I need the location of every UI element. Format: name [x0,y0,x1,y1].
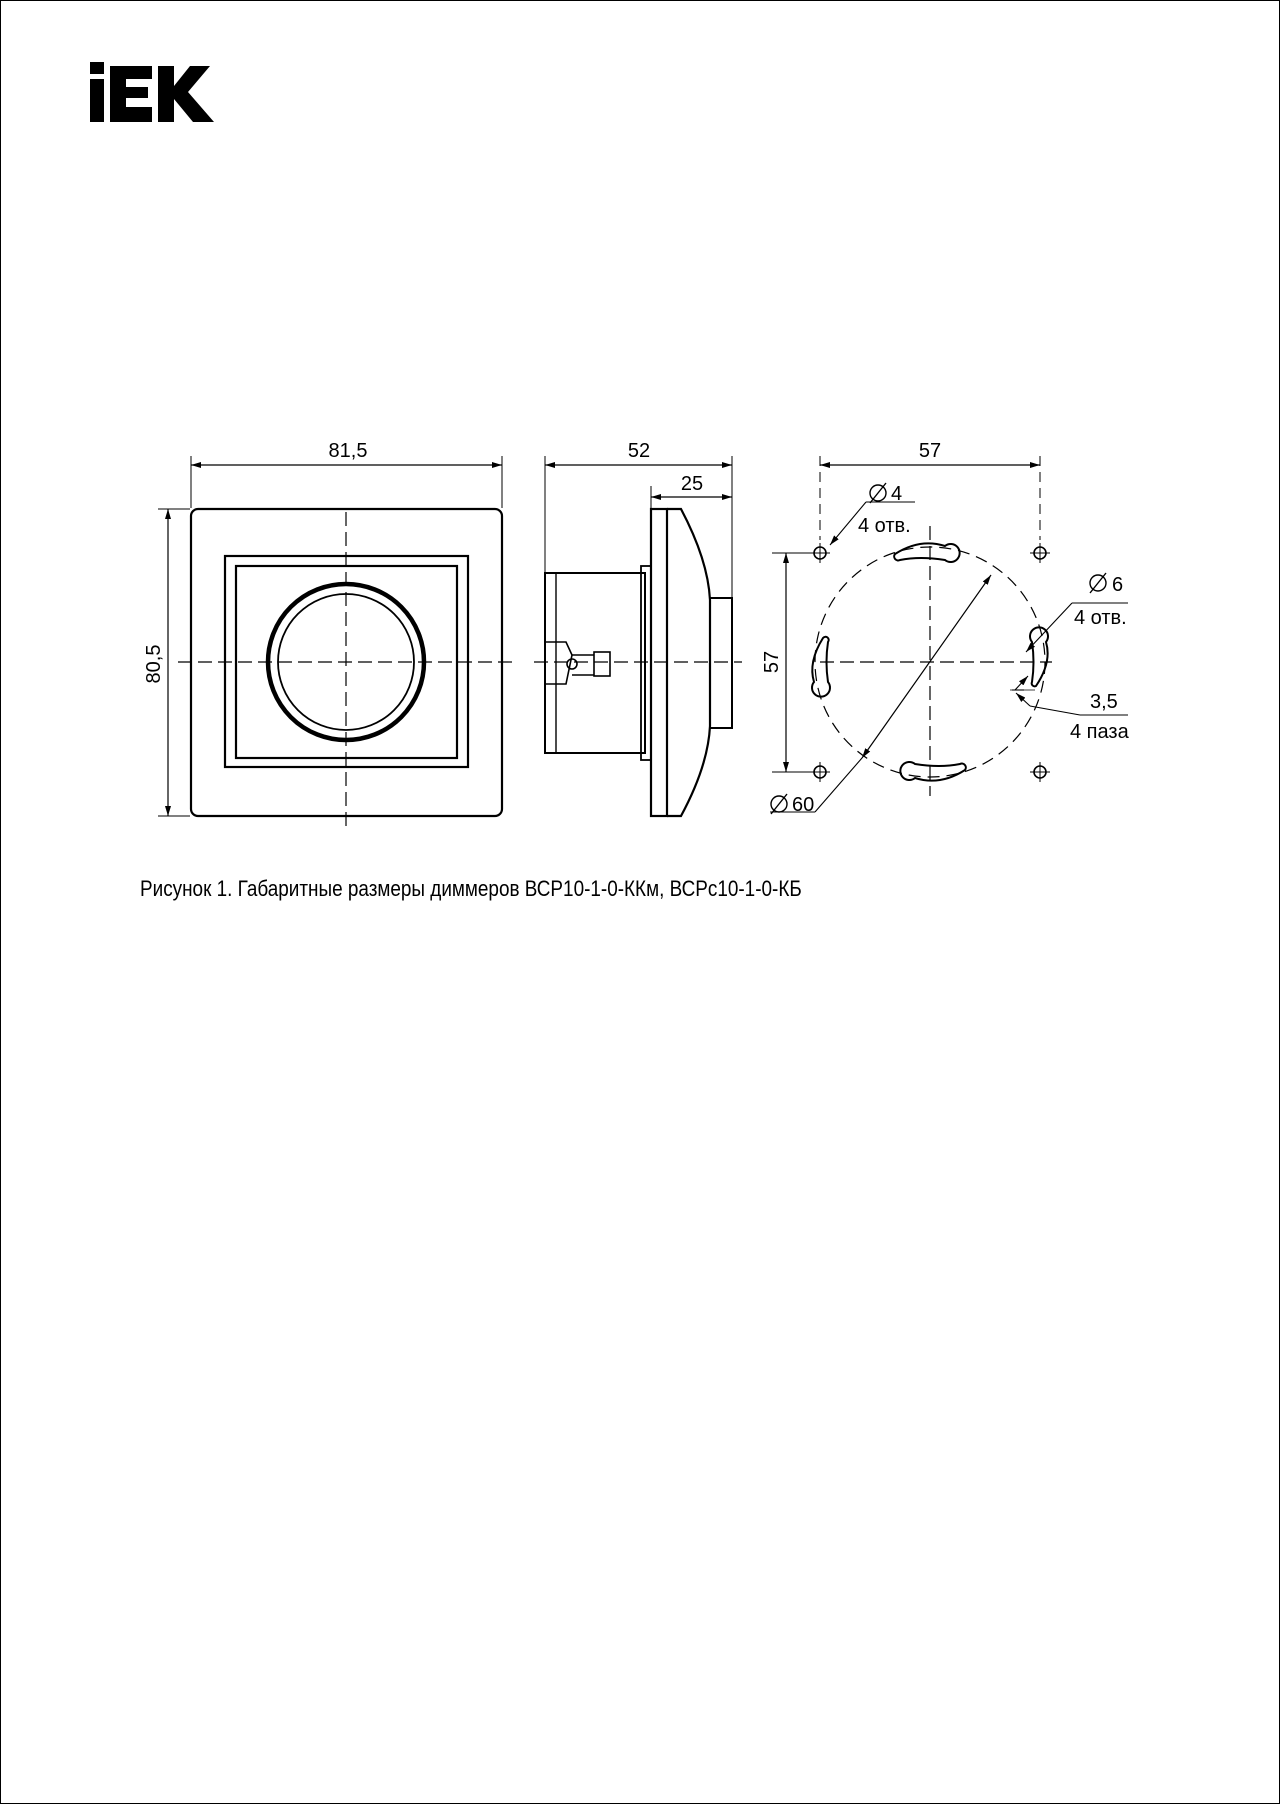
front-width-label: 81,5 [328,440,368,462]
mounting-view [770,456,1128,814]
front-height-label: 80,5 [143,644,165,684]
terminal-clamp [545,642,610,684]
front-view [158,456,512,826]
large-hole-diameter-label: 6 [1112,574,1124,596]
mount-vertical-label: 57 [761,650,783,674]
circle-diameter-label: 60 [792,794,815,816]
knob-profile [710,598,732,728]
mount-span-label: 57 [918,440,942,462]
cover-depth-label: 25 [680,473,704,495]
small-hole-count-label: 4 отв. [858,515,911,537]
circle-diameter-dimension [862,575,991,758]
figure-caption: Рисунок 1. Габаритные размеры диммеров ВСР10-1-0-ККм, ВСРс10-1-0-КБ [140,876,802,901]
side-depth-label: 52 [627,440,651,462]
side-view [534,456,742,816]
mechanism-body [545,573,645,753]
large-hole-count-label: 4 отв. [1074,607,1127,629]
slot-count-label: 4 паза [1070,721,1129,743]
slot-width-label: 3,5 [1090,691,1118,713]
small-hole-diameter-label: 4 [891,483,903,505]
